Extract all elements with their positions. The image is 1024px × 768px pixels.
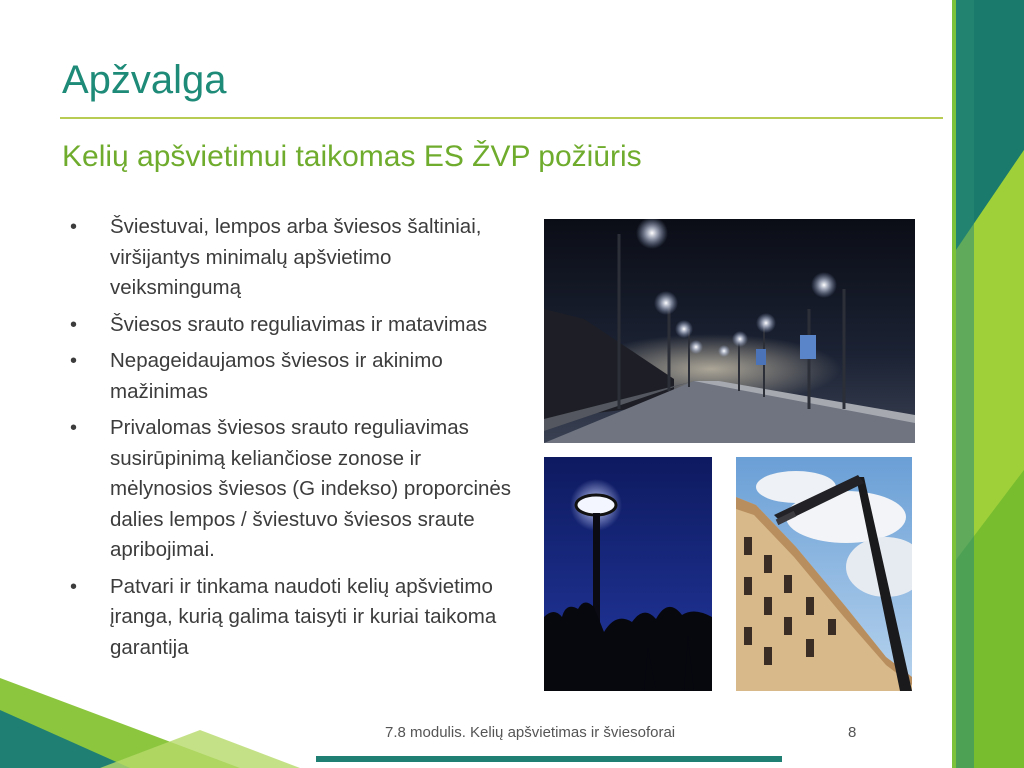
bullet-dot: • (70, 575, 78, 598)
slide-title: Apžvalga (62, 58, 227, 102)
building-street-lamp-photo (736, 457, 912, 691)
bullet-item (66, 310, 526, 341)
bullet-text: Patvari ir tinkama naudoti kelių apšvietimo įranga, kurią galima taisyti ir kuriai taikoma garantija (110, 574, 497, 659)
bullet-item (66, 572, 526, 664)
street-lights-road-photo (544, 219, 915, 443)
bullet-dot: • (70, 350, 78, 372)
bullet-text: Šviestuvai, lempos arba šviesos šaltiniai, viršijantys minimalų apšvietimo veiksmingumą (110, 215, 482, 299)
bullet-text: Nepageidaujamos šviesos ir akinimo mažinimas (110, 349, 443, 403)
bullet-list (66, 212, 526, 669)
bullet-dot: • (70, 417, 78, 439)
bullet-text: Privalomas šviesos srauto reguliavimas susirūpinimą keliančiose zonose ir mėlynosios šviesos (G indekso) proporcinės dalies lempos / šviestuvo šviesos sraute apribojimai. (110, 416, 512, 561)
footer-divider (316, 756, 782, 762)
bullet-text: Šviesos srauto reguliavimas ir matavimas (110, 312, 488, 336)
footer-module-title: 7.8 modulis. Kelių apšvietimas ir šviesoforai (385, 724, 676, 741)
decorative-triangles-bottom-left (0, 670, 300, 768)
slide-subtitle: Kelių apšvietimui taikomas ES ŽVP požiūris (62, 140, 642, 173)
bullet-item (66, 212, 526, 304)
bullet-item (66, 346, 526, 407)
bullet-item (66, 413, 526, 566)
bullet-dot: • (70, 216, 78, 238)
page-number: 8 (848, 724, 857, 741)
bullet-dot: • (70, 313, 78, 336)
dusk-street-lamp-photo (544, 457, 712, 691)
title-divider (60, 117, 943, 119)
decorative-stripe-right (952, 0, 1024, 768)
